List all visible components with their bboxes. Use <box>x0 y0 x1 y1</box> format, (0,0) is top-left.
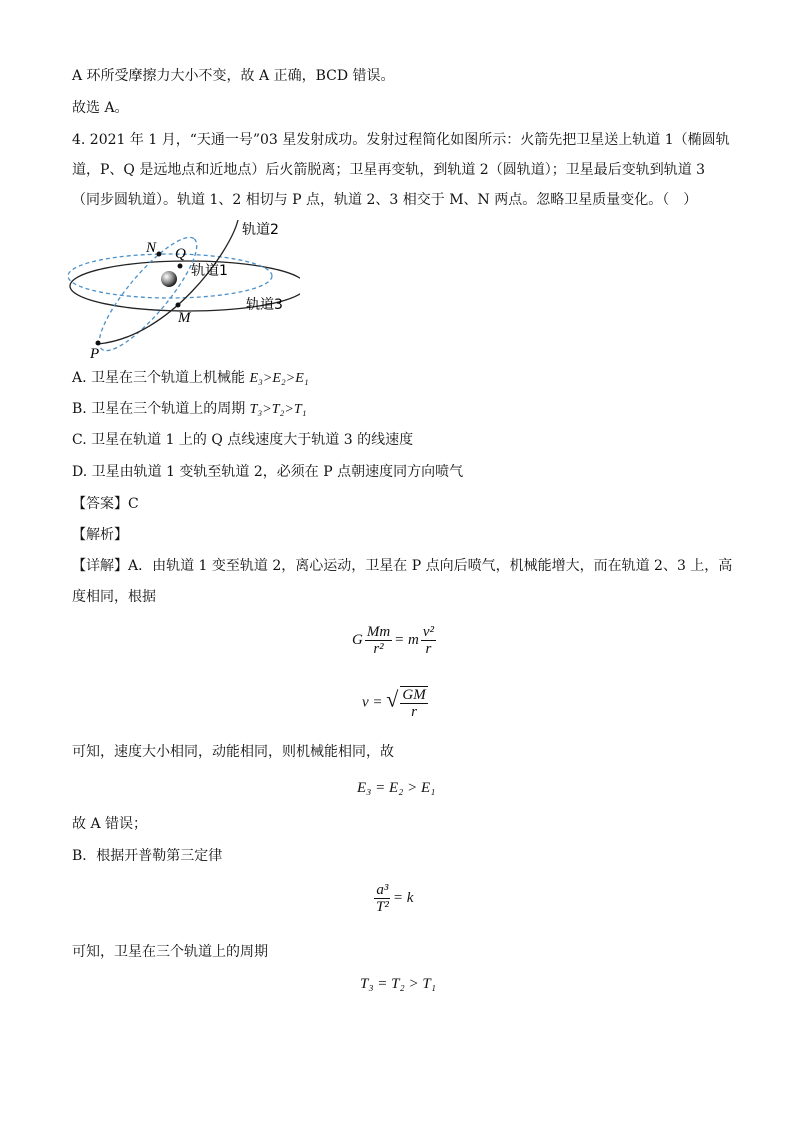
text-line: A 环所受摩擦力大小不变，故 A 正确，BCD 错误。 <box>72 68 395 84</box>
label-P: P <box>90 346 100 362</box>
question-line: 道，P、Q 是远地点和近地点）后火箭脱离；卫星再变轨，到轨道 2（圆轨道）；卫星最后变轨到轨道 3 <box>72 162 706 178</box>
label-orbit3: 轨道3 <box>246 297 283 313</box>
equation-period: T₃ = T₂ > T₁ <box>360 976 436 992</box>
answer: 【答案】C <box>72 496 139 512</box>
label-M: M <box>178 310 191 326</box>
equation-kepler: $\frac{\text{a³}}{\text{T²}}$ = k <box>376 882 414 915</box>
option-b: B. 卫星在三个轨道上的周期 T₃>T₂>T₁ <box>72 401 307 417</box>
option-d: D. 卫星由轨道 1 变轨至轨道 2，必须在 P 点朝速度同方向喷气 <box>72 464 464 480</box>
text-line: 可知，速度大小相同，动能相同，则机械能相同，故 <box>72 744 394 760</box>
question-line: （同步圆轨道）。轨道 1、2 相切与 P 点，轨道 2、3 相交于 M、N 两点。忽略卫星质量变化。（ ） <box>72 192 698 208</box>
label-N: N <box>146 240 157 256</box>
text-line: 故 A 错误； <box>72 816 148 832</box>
point-P-dot <box>96 341 101 346</box>
point-N-dot <box>157 252 162 257</box>
label-orbit1: 轨道1 <box>191 263 228 279</box>
equation-velocity: v = √ $\frac{GM}{r}$ <box>362 686 426 720</box>
point-M-dot <box>176 303 181 308</box>
detail-line: 【详解】A．由轨道 1 变至轨道 2，离心运动，卫星在 P 点向后喷气，机械能增大，而在轨道 2、3 上，高 <box>72 558 733 574</box>
analysis-title: 【解析】 <box>72 527 128 543</box>
equation-gravity: G $\frac{Mm}{\text{r²}}$ = m $\frac{\text{v²}}{r}$ <box>352 624 435 657</box>
label-orbit2: 轨道2 <box>242 222 279 238</box>
point-Q-dot <box>178 264 183 269</box>
text-line: B．根据开普勒第三定律 <box>72 848 223 864</box>
option-a: A. 卫星在三个轨道上机械能 E₃>E₂>E₁ <box>72 370 309 386</box>
question-line <box>72 130 730 150</box>
text-line: 故选 A。 <box>72 100 129 116</box>
orbit-diagram <box>60 212 300 362</box>
label-Q: Q <box>175 246 186 262</box>
question-text: “天通一号”03 星发射成功。发射过程简化如图所示：火箭先把卫星送上轨道 1（椭圆轨 <box>189 132 730 148</box>
detail-line: 度相同，根据 <box>72 589 156 605</box>
equation-energy: E₃ = E₂ > E₁ <box>357 780 436 796</box>
option-c: C. 卫星在轨道 1 上的 Q 点线速度大于轨道 3 的线速度 <box>72 432 414 448</box>
earth-icon <box>161 271 177 287</box>
question-number: 4. 2021 年 1 月， <box>72 132 190 148</box>
text-line: 可知，卫星在三个轨道上的周期 <box>72 944 268 960</box>
